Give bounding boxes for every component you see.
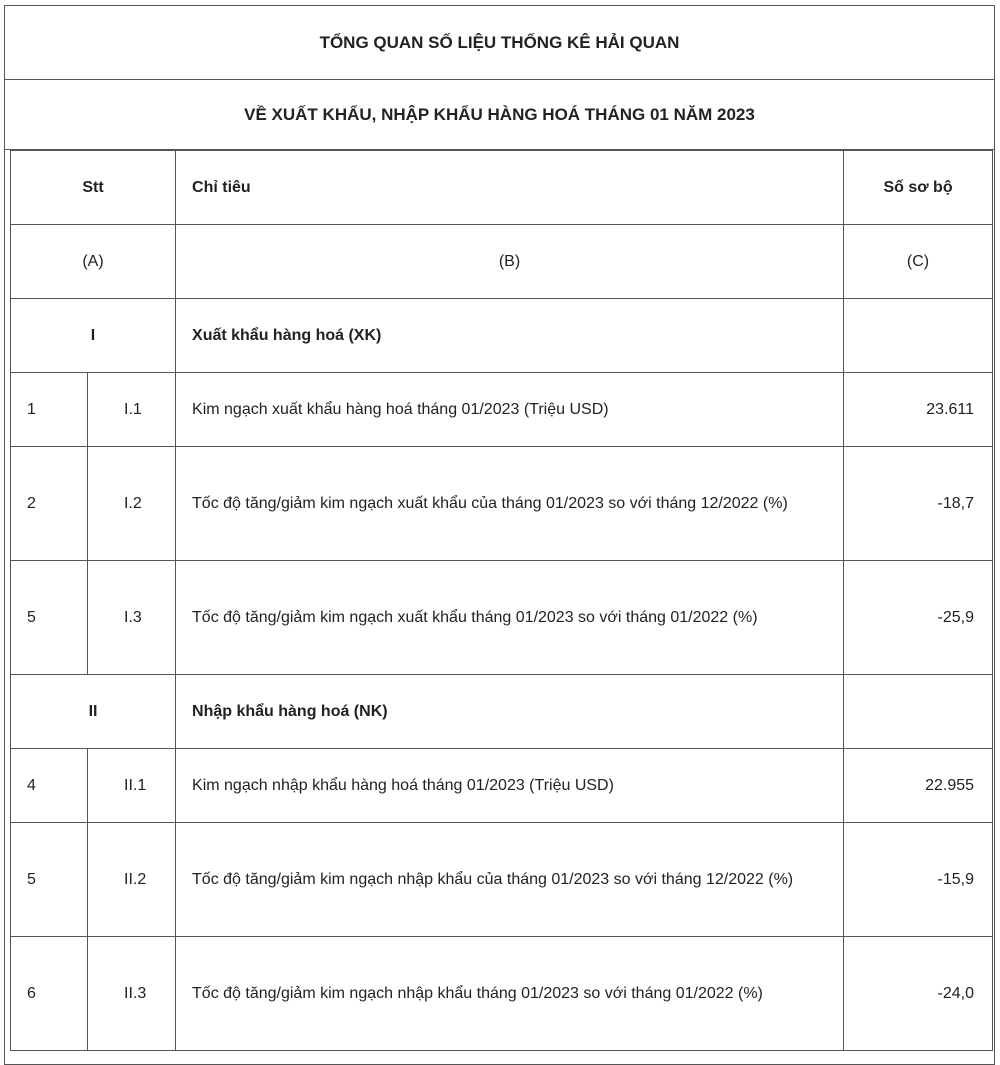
row-description: Tốc độ tăng/giảm kim ngạch nhập khẩu của tháng 01/2023 so với tháng 12/2022 (%) — [176, 823, 844, 937]
statistics-table — [10, 150, 993, 1051]
row-value: -18,7 — [844, 447, 993, 561]
section-name: Nhập khẩu hàng hoá (NK) — [176, 675, 844, 749]
section-row-export — [11, 299, 993, 373]
row-number: 5 — [11, 823, 88, 937]
table-row — [11, 749, 993, 823]
row-code: I.2 — [88, 447, 176, 561]
table-row — [11, 561, 993, 675]
row-code: I.3 — [88, 561, 176, 675]
row-description: Tốc độ tăng/giảm kim ngạch xuất khẩu tháng 01/2023 so với tháng 01/2022 (%) — [176, 561, 844, 675]
row-value: -15,9 — [844, 823, 993, 937]
document-subtitle: VỀ XUẤT KHẨU, NHẬP KHẨU HÀNG HOÁ THÁNG 01 NĂM 2023 — [5, 80, 994, 150]
section-name: Xuất khẩu hàng hoá (XK) — [176, 299, 844, 373]
row-number: 6 — [11, 937, 88, 1051]
statistics-document — [4, 5, 995, 1065]
header-so-so-bo: Số sơ bộ — [844, 151, 993, 225]
table-row — [11, 447, 993, 561]
table-header-row — [11, 151, 993, 225]
row-number: 2 — [11, 447, 88, 561]
section-code: II — [11, 675, 176, 749]
row-number: 1 — [11, 373, 88, 447]
legend-a: (A) — [11, 225, 176, 299]
row-number: 5 — [11, 561, 88, 675]
legend-c: (C) — [844, 225, 993, 299]
row-value: 22.955 — [844, 749, 993, 823]
row-code: II.2 — [88, 823, 176, 937]
table-row — [11, 937, 993, 1051]
row-code: II.1 — [88, 749, 176, 823]
header-stt: Stt — [11, 151, 176, 225]
document-title: TỔNG QUAN SỐ LIỆU THỐNG KÊ HẢI QUAN — [5, 6, 994, 80]
section-row-import — [11, 675, 993, 749]
row-value: -24,0 — [844, 937, 993, 1051]
row-description: Tốc độ tăng/giảm kim ngạch xuất khẩu của tháng 01/2023 so với tháng 12/2022 (%) — [176, 447, 844, 561]
column-legend-row — [11, 225, 993, 299]
row-code: II.3 — [88, 937, 176, 1051]
row-description: Kim ngạch nhập khẩu hàng hoá tháng 01/2023 (Triệu USD) — [176, 749, 844, 823]
row-number: 4 — [11, 749, 88, 823]
table-row — [11, 373, 993, 447]
table-row — [11, 823, 993, 937]
row-code: I.1 — [88, 373, 176, 447]
row-description: Tốc độ tăng/giảm kim ngạch nhập khẩu tháng 01/2023 so với tháng 01/2022 (%) — [176, 937, 844, 1051]
section-code: I — [11, 299, 176, 373]
section-value-empty — [844, 299, 993, 373]
row-value: -25,9 — [844, 561, 993, 675]
legend-b: (B) — [176, 225, 844, 299]
row-description: Kim ngạch xuất khẩu hàng hoá tháng 01/2023 (Triệu USD) — [176, 373, 844, 447]
header-chi-tieu: Chỉ tiêu — [176, 151, 844, 225]
row-value: 23.611 — [844, 373, 993, 447]
section-value-empty — [844, 675, 993, 749]
